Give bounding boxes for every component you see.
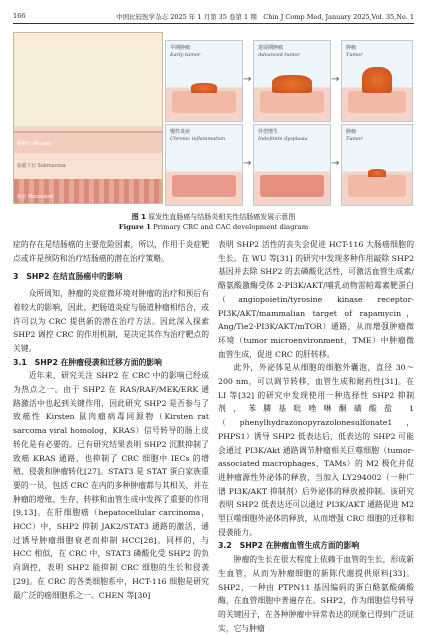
paragraph: 此外，外泌体是从细胞的细胞外囊泡，直径 30～200 nm，可以调节转移，血管生成和耐药性[31]。在 LI 等[32] 的研究中发现使用一种选择性 SHP2 抑制剂，苯膦基吡唑啉酮磺酸盐 1（phenylhydrazonopyrazolonesulfonate1，PHPS1）诱导 SHP2 低表达后，低表达的 SHP2 可能会通过 PI3K/Akt 通路调节肿瘤相关巨噬细胞（tumor-associated macrophages，TAMs）的 M2 极化并促进肿瘤源性外泌体的释放，当加入 LY294002（一种广谱 PI3K/AKT 抑制剂）后外泌体的释放被抑制。该研究表明 SHP2 低表达还可以通过 PI3K/AKT 通路促进 M2 型巨噬细胞外泌体的释放，从而增强 CRC 细胞的迁移和侵袭能力。: [218, 363, 414, 537]
page-number: 166: [13, 12, 26, 20]
running-header: [13, 10, 414, 22]
muscularis-layer: [14, 179, 162, 203]
figure-caption-zh: [0, 212, 427, 222]
panel-chronic-inflammation: [165, 124, 243, 206]
panel-early-tumor: [165, 40, 243, 122]
panel-advanced-tumor: [253, 40, 331, 122]
panel-en: Tumor: [346, 52, 363, 58]
section-heading: 3 SHP2 在结直肠癌中的影响: [13, 272, 123, 282]
intestine-cross-section: [13, 32, 163, 204]
right-column: [218, 238, 414, 635]
panel-en: Tumor: [346, 136, 363, 142]
panel-en: Early tumor: [170, 52, 201, 58]
muscularis-label: 肌层 Muscularis: [17, 195, 54, 200]
tissue: [260, 91, 324, 113]
paragraph: 表明 SHP2 活性的丧失会促进 HCT-116 大肠癌细胞的生长。在 WU 等[31] 的研究中发现多种作用敲除 SHP2 基因并去除 SHP2 的去磷酸化活性，可激活血管生成素/酪氨酸激酶受体 2-PI3K/AKT/哺乳动物雷帕霉素靶蛋白（angiopoietin/tyrosine kinase receptor-PI3K/AKT/mammalian target of rapamycin，Ang/Tie2-PI3K/AKT/mTOR）通路，从而增强肿瘤微环境（tumor microenvironment，TME）中肿瘤微血管生成，促进 CRC 的肝转移。: [218, 240, 414, 359]
panel-zh: 肿瘤: [346, 45, 357, 51]
tumor-growth: [368, 169, 386, 177]
panel-indefinite-dysplasia: [253, 124, 331, 206]
panel-zh: 早期肿瘤: [170, 45, 191, 51]
paragraph: 肿瘤的生长在很大程度上依赖于血管的生长，形成新生血管，从而为肿瘤细胞的新陈代谢提供原料[33]。SHP2，一种由 PTPN11 基因编码的蛋白酪氨酸磷酸酶，在血管细胞中普遍存在。SHP2，作为细胞信号转导的关键因子，在各种肿瘤中异常表达的现象已得到广泛证实，它与肿瘤: [218, 555, 414, 633]
subsection-heading: 3.1 SHP2 在肿瘤侵袭和迁移方面的影响: [13, 357, 162, 367]
paragraph: 众所周知，肿瘤的炎症微环境对肿瘤的治疗和预后有着较大的影响，因此，把肠道炎症与肠道肿瘤相结合，或许可以为 CRC 提供新的潜在治疗方法。因此深入探索 SHP2 调控 CRC 的作用机制，是决定其作为治疗靶点的关键。: [13, 289, 209, 353]
tissue: [172, 175, 236, 197]
panel-tumor-top: [341, 40, 413, 122]
panel-zh: 肿瘤: [346, 129, 357, 135]
tumor-growth: [191, 83, 217, 93]
subsection-heading: 3.2 SHP2 在肿瘤血管生成方面的影响: [218, 541, 360, 551]
submucosa-layer: [14, 153, 162, 179]
panel-en: Chronic inflammation: [170, 136, 226, 142]
arrow-icon: →: [243, 158, 252, 169]
mucosa-layer: [14, 131, 162, 155]
tumor-growth: [362, 67, 392, 93]
caption-text: 原发性直肠癌与结肠炎相关性结肠癌发展示意图: [148, 213, 296, 221]
figure-label-en: Figure 1: [118, 223, 151, 231]
header-rule: [13, 23, 414, 24]
left-column: [13, 238, 209, 602]
arrow-icon: →: [331, 158, 340, 169]
caption-text-en: Primary CRC and CAC development diagram: [153, 223, 309, 231]
tissue: [260, 175, 324, 197]
panel-en: Indefinite dysplasia: [258, 136, 308, 142]
arrow-icon: →: [243, 74, 252, 85]
tissue: [172, 91, 236, 113]
paragraph: 症的存在是结肠癌的主要危险因素，所以，作用于炎症靶点或许是预防和治疗结肠癌的潜在治疗策略。: [13, 240, 209, 263]
panel-en: Advanced tumor: [258, 52, 300, 58]
panel-zh: 慢性炎症: [170, 129, 191, 135]
figure-label: 图 1: [131, 213, 147, 221]
tissue: [348, 175, 406, 197]
panel-zh: 进展期肿瘤: [258, 45, 284, 51]
arrow-icon: →: [331, 74, 340, 85]
panel-zh: 异型增生: [258, 129, 279, 135]
paragraph: 近年来，研究关注 SHP2 在 CRC 中的影响已经成为热点之一。由于 SHP2 在 RAS/RAF/MEK/ERK 通路激活中也起到关键作用，因此研究 SHP2 是否参与了致癌性 Kirsten 鼠肉瘤病毒同源物（Kirsten rat sarcoma viral homolog，KRAS）信号转导的肠上皮转化是有必要的。已有研究结果表明 SHP2 沉默抑制了致癌 KRAS 通路，也抑制了 CRC 细胞中 IECs 的增殖、侵袭和肿瘤转化[27]。STAT3 是 STAT 蛋白家族重要的一员，包括 CRC 在内的多种肿瘤都与其相关，并在肿瘤的增殖、生存、转移和血管生成中发挥了重要的作用[9,13]。在肝细胞癌（hepatocellular carcinoma，HCC）中，SHP2 抑制 JAK2/STAT3 通路的激活，通过诱导肿瘤细胞衰老而抑制 HCC[28]。同样的，与 HCC 相似，在 CRC 中，STAT3 磷酸化受 SHP2 的负向调控，表明 SHP2 能抑制 CRC 细胞的生长和侵袭[29]。在 CRC 的各类细胞系中，HCT-116 细胞是研究最广泛的癌细胞系之一。CHEN 等[30]: [13, 371, 209, 600]
submucosa-label: 黏膜下层 Submucosa: [17, 164, 66, 169]
journal-info: 中国比较医学杂志 2025 年 1 月第 35 卷第 1 期 Chin J Comp Med, January 2025,Vol. 35,No. 1: [116, 12, 414, 21]
tumor-growth: [272, 75, 312, 93]
figure-1: [13, 28, 414, 208]
panel-tumor-bottom: [341, 124, 413, 206]
tissue: [348, 91, 406, 113]
figure-caption-en: [0, 223, 427, 231]
mucosa-label: 黏膜层 Mucosa: [17, 142, 52, 147]
